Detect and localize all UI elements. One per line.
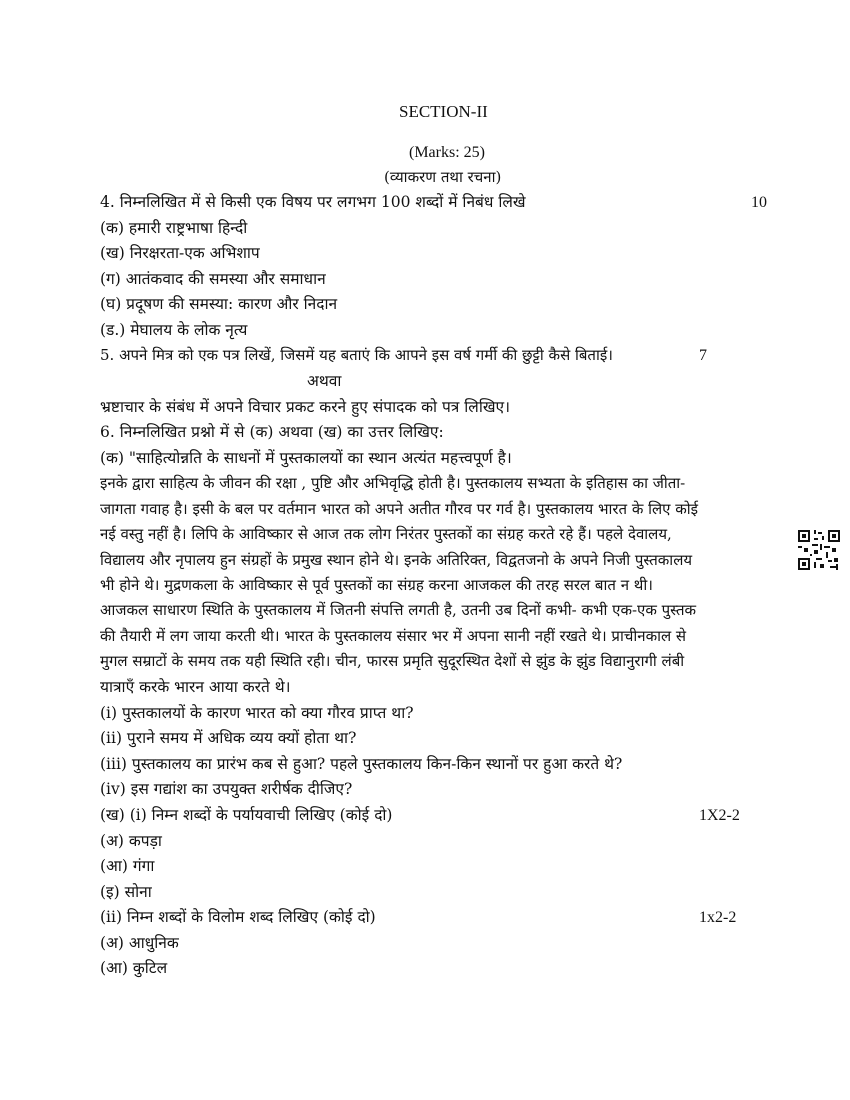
passage-line: विद्यालय और नृपालय हुन संग्रहों के प्रमुख स्थान होने थे। इनके अतिरिक्त, विद्वतजनो के अपने निजी पुस्तकालय — [100, 551, 693, 569]
marks-label: (Marks: 25) — [409, 144, 485, 161]
list-item: (आ) गंगा — [100, 857, 155, 875]
list-item: (क) हमारी राष्ट्रभाषा हिन्दी — [100, 219, 248, 237]
passage-line: इनके द्वारा साहित्य के जीवन की रक्षा , पुष्टि और अभिवृद्धि होती है। पुस्तकालय सभ्यता के इतिहास का जीता- — [100, 474, 686, 492]
sub-question: (ii) पुराने समय में अधिक व्यय क्यों होता था? — [100, 729, 357, 747]
list-item: (ख) निरक्षरता-एक अभिशाप — [100, 244, 260, 262]
question-4-marks: 10 — [751, 194, 767, 211]
antonyms-marks: 1x2-2 — [699, 909, 737, 926]
sub-question: (iv) इस गद्यांश का उपयुक्त शरीर्षक दीजिए? — [100, 780, 353, 798]
list-item: (अ) आधुनिक — [100, 934, 179, 952]
synonyms-question: (ख) (i) निम्न शब्दों के पर्यायवाची लिखिए (कोई दो) — [100, 806, 393, 824]
paragraph-line: भ्रष्टाचार के संबंध में अपने विचार प्रकट करने हुए संपादक को पत्र लिखिए। — [100, 398, 510, 416]
sub-question: (iii) पुस्तकालय का प्रारंभ कब से हुआ? पहले पुस्तकालय किन-किन स्थानों पर हुआ करते थे? — [100, 755, 623, 773]
passage-line: भी होने थे। मुद्रणकला के आविष्कार से पूर्व पुस्तकों का संग्रह करना आजकल की तरह सरल बात न थी। — [100, 576, 653, 594]
passage-line: की तैयारी में लग जाया करती थी। भारत के पुस्तकालय संसार भर में अपना सानी नहीं रखते थे। प्राचीनकाल से — [100, 627, 687, 645]
question-5: 5. अपने मित्र को एक पत्र लिखें, जिसमें यह बताएं कि आपने इस वर्ष गर्मी की छुट्टी कैसे बिताई। — [100, 346, 613, 364]
list-item: (घ) प्रदूषण की समस्या: कारण और निदान — [100, 295, 338, 313]
passage-line: आजकल साधारण स्थिति के पुस्तकालय में जितनी संपत्ति लगती है, उतनी उब दिनों कभी- कभी एक-एक पुस्तक — [100, 601, 697, 619]
passage-line: जागता गवाह है। इसी के बल पर वर्तमान भारत को अपने अतीत गौरव पर गर्व है। पुस्तकालय भारत के लिए कोई — [100, 500, 699, 518]
passage-line: नई वस्तु नहीं है। लिपि के आविष्कार से आज तक लोग निरंतर पुस्तकों का संग्रह करते रहे हैं। पहले देवालय, — [100, 525, 672, 543]
list-item: (अ) कपड़ा — [100, 832, 162, 850]
question-4: 4. निम्नलिखित में से किसी एक विषय पर लगभग 100 शब्दों में निबंध लिखे — [100, 193, 526, 211]
sub-question: (i) पुस्तकालयों के कारण भारत को क्या गौरव प्राप्त था? — [100, 704, 414, 722]
passage-line: यात्राएँ करके भारन आया करते थे। — [100, 678, 291, 696]
list-item: (इ) सोना — [100, 883, 152, 901]
passage-line: मुगल सम्राटों के समय तक यही स्थिति रही। चीन, फारस प्रमृति सुदूरस्थित देशों से झुंड के झुंड विद्यानुरागी लंबी — [100, 652, 685, 670]
antonyms-question: (ii) निम्न शब्दों के विलोम शब्द लिखिए (कोई दो) — [100, 908, 376, 926]
list-item: (ड.) मेघालय के लोक नृत्य — [100, 321, 248, 339]
list-item: (आ) कुटिल — [100, 959, 168, 977]
list-item: (ग) आतंकवाद की समस्या और समाधान — [100, 270, 326, 288]
subtitle: (व्याकरण तथा रचना) — [384, 168, 502, 186]
question-6: 6. निम्नलिखित प्रश्नो में से (क) अथवा (ख) का उत्तर लिखिए: — [100, 423, 444, 441]
section-title: SECTION-II — [399, 102, 488, 121]
or-divider: अथवा — [307, 372, 342, 390]
passage-line: (क) "साहित्योन्नति के साधनों में पुस्तकालयों का स्थान अत्यंत महत्त्वपूर्ण है। — [100, 449, 512, 467]
question-5-marks: 7 — [699, 347, 707, 364]
synonyms-marks: 1X2-2 — [699, 807, 740, 824]
qr-code — [798, 530, 840, 570]
